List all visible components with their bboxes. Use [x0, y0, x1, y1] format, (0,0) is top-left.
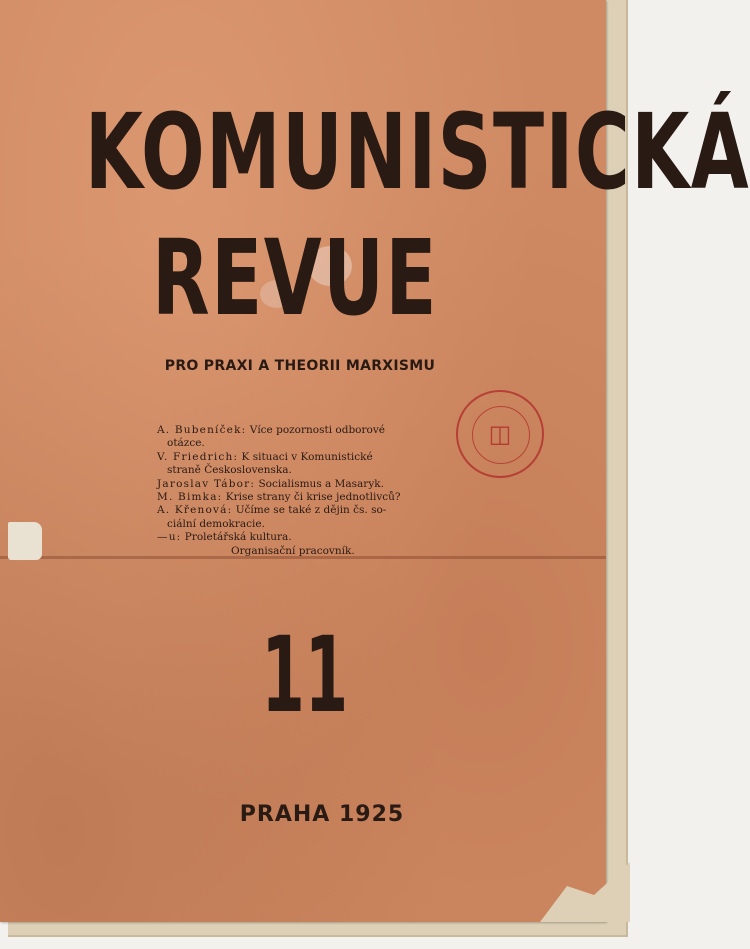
tear-notch [8, 522, 42, 560]
subtitle: PRO PRAXI A THEORII MARXISMU [164, 358, 436, 374]
toc-title-cont: otázce. [167, 437, 205, 450]
masthead-title-line2: REVUE [152, 217, 438, 339]
toc-author: Jaroslav Tábor: [157, 477, 256, 490]
toc-title-cont: ciální demokracie. [167, 517, 265, 530]
toc-author: V. Friedrich: [157, 450, 239, 463]
masthead-title-line1: KOMUNISTICKÁ [84, 91, 750, 213]
imprint-place-year: PRAHA 1925 [239, 802, 405, 827]
fold-crease [0, 556, 606, 559]
toc-entry [157, 451, 457, 478]
toc-title: Proletářská kultura. [184, 531, 292, 544]
toc-title-cont: straně Československa. [167, 464, 292, 477]
toc-author: A. Křenová: [157, 504, 233, 517]
toc-author: —u: [157, 531, 182, 544]
toc-entry [157, 531, 457, 544]
toc-title: Socialismus a Masaryk. [258, 477, 384, 490]
toc-entry-last: Organisační pracovník. [231, 544, 355, 557]
toc-author: A. Bubeníček: [157, 424, 247, 436]
toc-author: M. Bimka: [157, 491, 223, 504]
issue-number: 11 [261, 614, 349, 736]
toc-entry [157, 478, 457, 491]
toc-entry [157, 491, 457, 504]
toc-entry [157, 504, 457, 531]
toc-title: K situaci v Komunistické [241, 450, 373, 463]
toc-title: Krise strany či krise jednotlivců? [225, 491, 401, 504]
book-icon: ◫ [488, 420, 512, 448]
table-of-contents [157, 424, 457, 558]
toc-title: Učíme se také z dějin čs. so- [235, 504, 387, 517]
toc-title: Více pozornosti odborové [249, 424, 385, 436]
library-stamp-icon [456, 390, 544, 478]
toc-entry [157, 424, 457, 451]
